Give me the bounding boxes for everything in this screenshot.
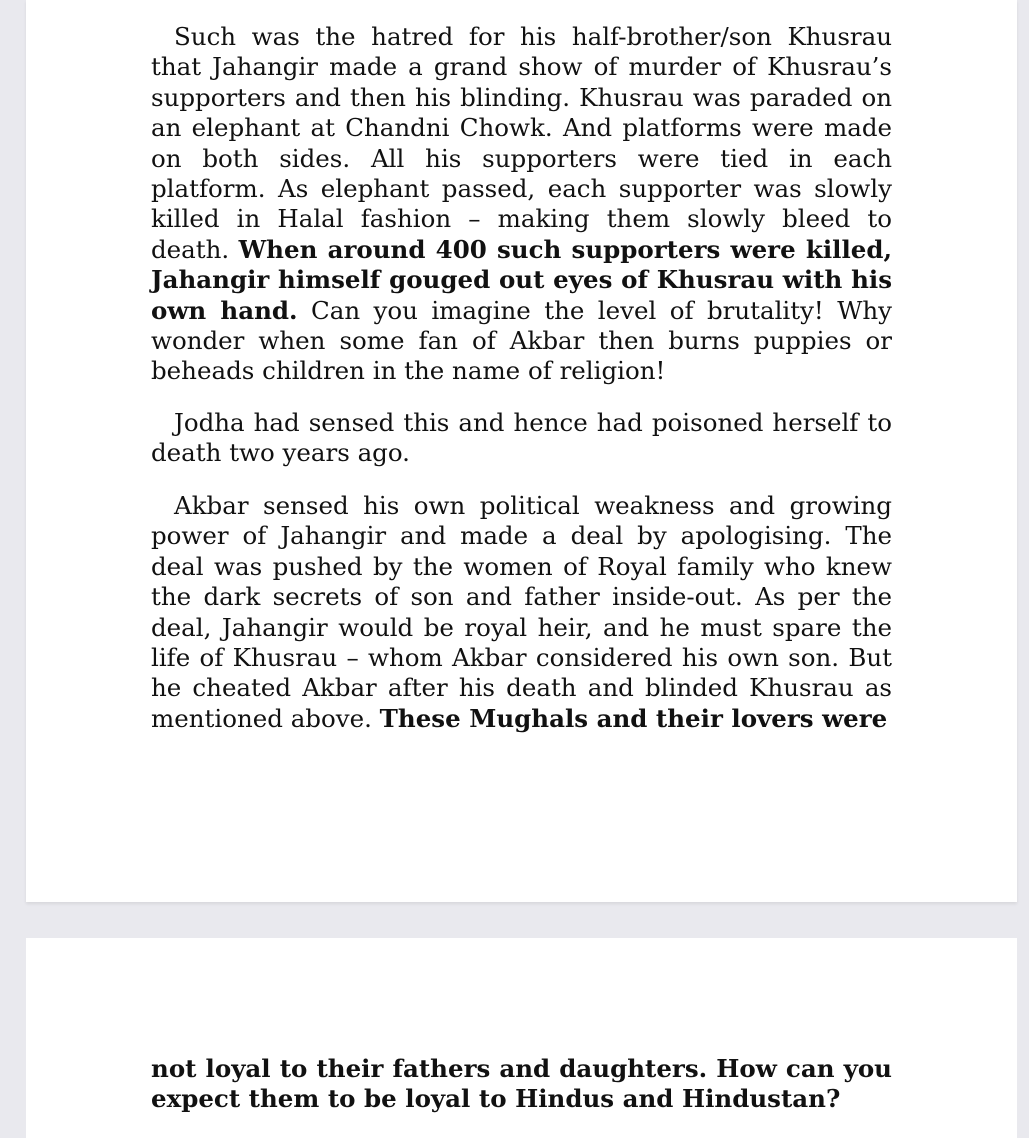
paragraph-bold-text: not loyal to their fathers and daughters. How can you expect them to be loyal to Hindus and Hindustan? xyxy=(151,1054,892,1114)
paragraph-continuation xyxy=(151,1054,892,1115)
paragraph-text: Can you imagine the level of brutality! Why wonder when some fan of Akbar then burns puppies or beheads children in the name of religion! xyxy=(151,295,892,386)
paragraph-text: Akbar sensed his own political weakness and growing power of Jahangir and made a deal by apologising. The deal was pushed by the women of Royal family who knew the dark secrets of son and father inside-out. As per the deal, Jahangir would be royal heir, and he must spare the life of Khusrau – whom Akbar considered his own son. But he cheated Akbar after his death and blinded Khusrau as mentioned above. xyxy=(151,491,892,733)
paragraph-text: Jodha had sensed this and hence had poisoned herself to death two years ago. xyxy=(151,408,892,468)
paragraph-khusrau-blinding xyxy=(151,22,892,387)
paragraph-jodha xyxy=(151,408,892,469)
paragraph-text: Such was the hatred for his half-brother/son Khusrau that Jahangir made a grand show of murder of Khusrau’s supporters and then his blinding. Khusrau was paraded on an elephant at Chandni Chowk. And platforms were made on both sides. All his supporters were tied in each platform. As elephant passed, each supporter was slowly killed in Halal fashion – making them slowly bleed to death. xyxy=(151,22,892,264)
document-page-1 xyxy=(26,0,1017,902)
paragraph-bold-text: When around 400 such supporters were killed, Jahangir himself gouged out eyes of Khusrau with his own hand. xyxy=(151,234,892,325)
paragraph-akbar-deal xyxy=(151,491,892,734)
paragraph-bold-text: These Mughals and their lovers were xyxy=(379,703,888,733)
